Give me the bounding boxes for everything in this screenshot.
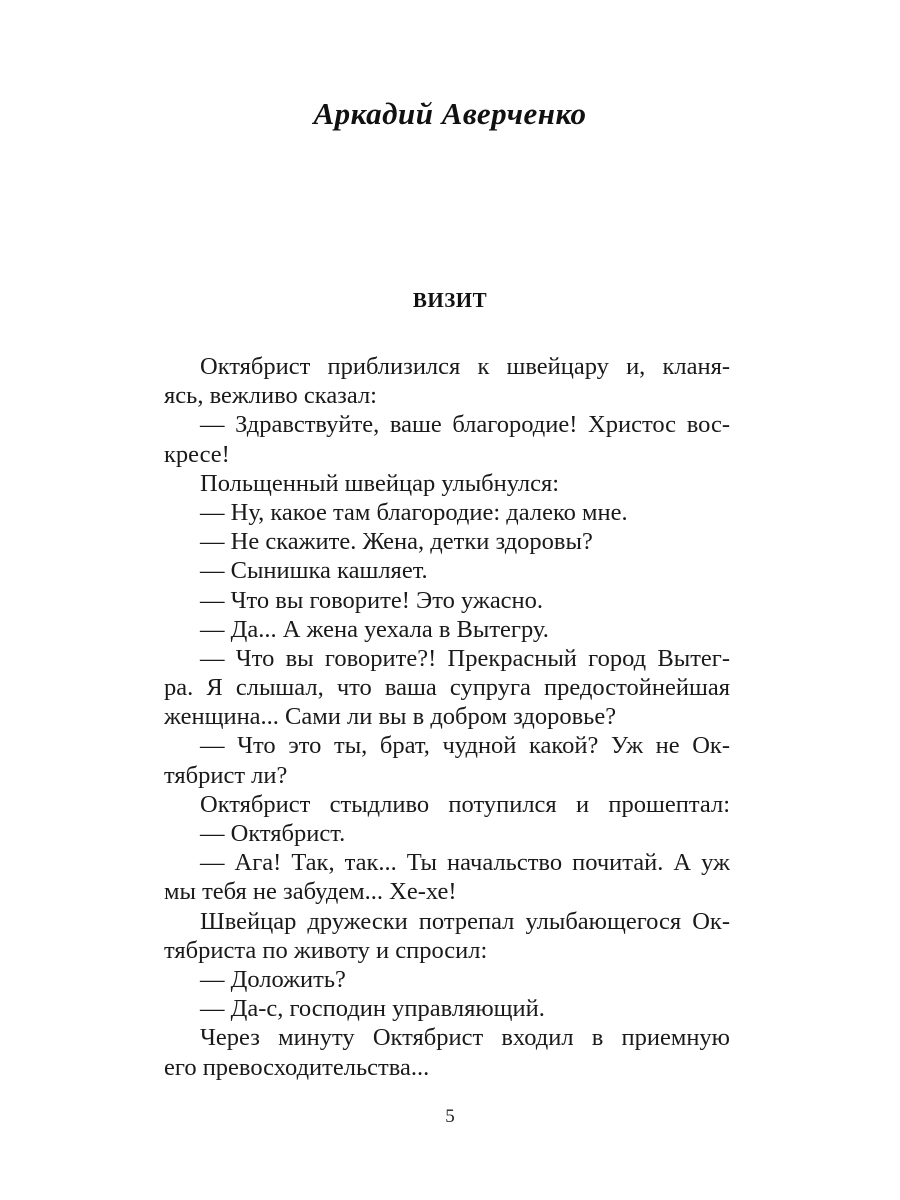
text-line: тябрист ли? — [164, 761, 288, 789]
text-line: — Октябрист. — [200, 820, 346, 847]
author-name: Аркадий Аверченко — [313, 96, 587, 131]
text-line: — Доложить? — [200, 965, 346, 993]
text-line: Октябрист приблизился к швейцару и, кланя- — [200, 353, 730, 380]
text-line: — Ну, какое там благородие: далеко мне. — [200, 498, 628, 526]
text-line: — Здравствуйте, ваше благородие! Христос вос- — [200, 411, 730, 439]
text-line: — Сынишка кашляет. — [200, 557, 428, 585]
text-line: — Да... А жена уехала в Вытегру. — [200, 615, 549, 643]
text-line: Польщенный швейцар улыбнулся: — [200, 469, 560, 497]
text-line: женщина... Сами ли вы в добром здоровье? — [164, 703, 617, 731]
text-line: Октябрист стыдливо потупился и прошептал: — [200, 790, 730, 818]
text-line: — Ага! Так, так... Ты начальство почитай. А уж — [200, 849, 730, 877]
text-line: кресе! — [164, 440, 230, 468]
text-line: Через минуту Октябрист входил в приемную — [200, 1024, 730, 1052]
story-title: ВИЗИТ — [412, 288, 488, 312]
text-line: Швейцар дружески потрепал улыбающегося Ок- — [200, 907, 730, 935]
page-number: 5 — [445, 1106, 455, 1127]
text-line: тябриста по животу и спросил: — [164, 936, 488, 964]
story-body — [164, 352, 730, 1082]
text-line: — Да-с, господин управляющий. — [200, 995, 545, 1023]
text-line: — Что вы говорите! Это ужасно. — [200, 586, 544, 614]
text-line: мы тебя не забудем... Хе-хе! — [164, 878, 457, 906]
text-line: ра. Я слышал, что ваша супруга предостойнейшая — [164, 674, 730, 702]
text-line: — Что это ты, брат, чудной какой? Уж не Ок- — [200, 732, 730, 760]
text-line: ясь, вежливо сказал: — [164, 382, 377, 410]
text-line: — Не скажите. Жена, детки здоровы? — [200, 528, 593, 556]
text-line: — Что вы говорите?! Прекрасный город Вытег- — [200, 644, 730, 672]
text-line: его превосходительства... — [164, 1053, 430, 1081]
